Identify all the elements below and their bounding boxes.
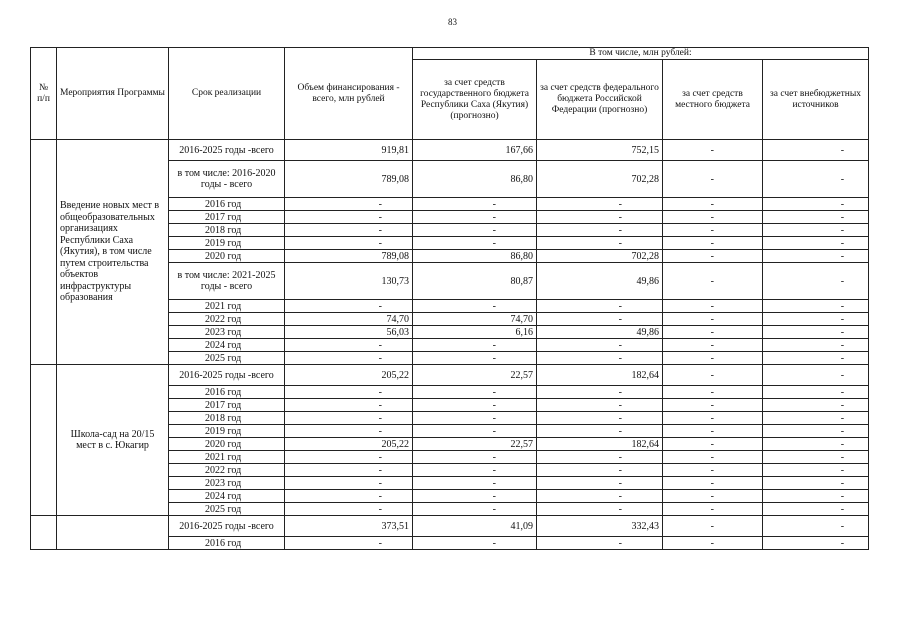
- total-cell: -: [285, 490, 413, 503]
- total-cell: -: [285, 537, 413, 550]
- federal-budget-cell: -: [537, 237, 663, 250]
- period-cell: 2021 год: [169, 451, 285, 464]
- period-cell: 2016-2025 годы -всего: [169, 140, 285, 161]
- total-cell: 373,51: [285, 516, 413, 537]
- local-budget-cell: -: [663, 516, 763, 537]
- period-cell: 2016 год: [169, 537, 285, 550]
- period-cell: 2017 год: [169, 211, 285, 224]
- total-cell: -: [285, 224, 413, 237]
- local-budget-cell: -: [663, 211, 763, 224]
- event-cell: Школа-сад на 20/15 мест в с. Юкагир: [57, 365, 169, 516]
- period-cell: 2025 год: [169, 503, 285, 516]
- total-cell: -: [285, 237, 413, 250]
- table-row: [31, 516, 869, 537]
- period-cell: 2020 год: [169, 438, 285, 451]
- extra-budget-cell: -: [763, 211, 869, 224]
- period-cell: 2025 год: [169, 352, 285, 365]
- total-cell: 205,22: [285, 438, 413, 451]
- extra-budget-cell: -: [763, 412, 869, 425]
- local-budget-cell: -: [663, 477, 763, 490]
- header-total: Объем финансирования - всего, млн рублей: [285, 48, 413, 140]
- extra-budget-cell: -: [763, 224, 869, 237]
- total-cell: -: [285, 211, 413, 224]
- total-cell: 789,08: [285, 250, 413, 263]
- local-budget-cell: -: [663, 425, 763, 438]
- header-event: Мероприятия Программы: [57, 48, 169, 140]
- federal-budget-cell: -: [537, 198, 663, 211]
- total-cell: 74,70: [285, 313, 413, 326]
- federal-budget-cell: 702,28: [537, 250, 663, 263]
- local-budget-cell: -: [663, 352, 763, 365]
- period-cell: 2018 год: [169, 224, 285, 237]
- federal-budget-cell: -: [537, 339, 663, 352]
- extra-budget-cell: -: [763, 250, 869, 263]
- state-budget-cell: -: [413, 237, 537, 250]
- state-budget-cell: -: [413, 339, 537, 352]
- state-budget-cell: 167,66: [413, 140, 537, 161]
- period-cell: 2016 год: [169, 198, 285, 211]
- total-cell: -: [285, 477, 413, 490]
- table-row: [31, 140, 869, 161]
- extra-budget-cell: -: [763, 490, 869, 503]
- total-cell: 919,81: [285, 140, 413, 161]
- local-budget-cell: -: [663, 503, 763, 516]
- total-cell: -: [285, 464, 413, 477]
- federal-budget-cell: -: [537, 412, 663, 425]
- state-budget-cell: -: [413, 399, 537, 412]
- extra-budget-cell: -: [763, 313, 869, 326]
- state-budget-cell: -: [413, 352, 537, 365]
- extra-budget-cell: -: [763, 477, 869, 490]
- financing-table: [30, 47, 869, 550]
- state-budget-cell: -: [413, 490, 537, 503]
- federal-budget-cell: -: [537, 399, 663, 412]
- state-budget-cell: 22,57: [413, 365, 537, 386]
- federal-budget-cell: -: [537, 537, 663, 550]
- extra-budget-cell: -: [763, 386, 869, 399]
- state-budget-cell: -: [413, 386, 537, 399]
- extra-budget-cell: -: [763, 352, 869, 365]
- row-number-cell: [31, 516, 57, 550]
- federal-budget-cell: -: [537, 224, 663, 237]
- local-budget-cell: -: [663, 224, 763, 237]
- federal-budget-cell: 49,86: [537, 263, 663, 300]
- federal-budget-cell: 182,64: [537, 365, 663, 386]
- local-budget-cell: -: [663, 386, 763, 399]
- total-cell: -: [285, 412, 413, 425]
- federal-budget-cell: -: [537, 464, 663, 477]
- local-budget-cell: -: [663, 250, 763, 263]
- state-budget-cell: 80,87: [413, 263, 537, 300]
- total-cell: 205,22: [285, 365, 413, 386]
- federal-budget-cell: -: [537, 477, 663, 490]
- row-number-cell: [31, 365, 57, 516]
- local-budget-cell: -: [663, 490, 763, 503]
- extra-budget-cell: -: [763, 399, 869, 412]
- period-cell: 2022 год: [169, 464, 285, 477]
- state-budget-cell: -: [413, 464, 537, 477]
- federal-budget-cell: -: [537, 490, 663, 503]
- extra-budget-cell: -: [763, 140, 869, 161]
- local-budget-cell: -: [663, 537, 763, 550]
- period-cell: 2017 год: [169, 399, 285, 412]
- state-budget-cell: -: [413, 198, 537, 211]
- header-local-budget: за счет средств местного бюджета: [663, 60, 763, 140]
- local-budget-cell: -: [663, 326, 763, 339]
- federal-budget-cell: 49,86: [537, 326, 663, 339]
- local-budget-cell: -: [663, 313, 763, 326]
- extra-budget-cell: -: [763, 438, 869, 451]
- local-budget-cell: -: [663, 263, 763, 300]
- extra-budget-cell: -: [763, 237, 869, 250]
- federal-budget-cell: -: [537, 211, 663, 224]
- extra-budget-cell: -: [763, 339, 869, 352]
- state-budget-cell: 86,80: [413, 161, 537, 198]
- period-cell: 2016-2025 годы -всего: [169, 516, 285, 537]
- extra-budget-cell: -: [763, 263, 869, 300]
- period-cell: в том числе: 2016-2020 годы - всего: [169, 161, 285, 198]
- state-budget-cell: -: [413, 412, 537, 425]
- period-cell: 2018 год: [169, 412, 285, 425]
- period-cell: 2022 год: [169, 313, 285, 326]
- header-state-budget: за счет средств государственного бюджета Республики Саха (Якутия) (прогнозно): [413, 60, 537, 140]
- federal-budget-cell: -: [537, 451, 663, 464]
- extra-budget-cell: -: [763, 464, 869, 477]
- period-cell: 2021 год: [169, 300, 285, 313]
- table-row: [31, 365, 869, 386]
- federal-budget-cell: 182,64: [537, 438, 663, 451]
- local-budget-cell: -: [663, 198, 763, 211]
- state-budget-cell: 86,80: [413, 250, 537, 263]
- total-cell: -: [285, 503, 413, 516]
- table-body: [31, 140, 869, 550]
- federal-budget-cell: -: [537, 313, 663, 326]
- period-cell: 2023 год: [169, 326, 285, 339]
- local-budget-cell: -: [663, 399, 763, 412]
- period-cell: 2016 год: [169, 386, 285, 399]
- extra-budget-cell: -: [763, 365, 869, 386]
- local-budget-cell: -: [663, 237, 763, 250]
- period-cell: 2019 год: [169, 237, 285, 250]
- local-budget-cell: -: [663, 451, 763, 464]
- local-budget-cell: -: [663, 464, 763, 477]
- federal-budget-cell: -: [537, 425, 663, 438]
- total-cell: -: [285, 352, 413, 365]
- header-no: № п/п: [31, 48, 57, 140]
- header-federal-budget: за счет средств федерального бюджета Российской Федерации (прогнозно): [537, 60, 663, 140]
- state-budget-cell: -: [413, 211, 537, 224]
- total-cell: -: [285, 339, 413, 352]
- federal-budget-cell: -: [537, 503, 663, 516]
- local-budget-cell: -: [663, 412, 763, 425]
- page-number: 83: [448, 17, 457, 27]
- local-budget-cell: -: [663, 161, 763, 198]
- state-budget-cell: -: [413, 300, 537, 313]
- local-budget-cell: -: [663, 300, 763, 313]
- extra-budget-cell: -: [763, 516, 869, 537]
- header-extra-budget: за счет внебюджетных источников: [763, 60, 869, 140]
- total-cell: -: [285, 451, 413, 464]
- state-budget-cell: -: [413, 477, 537, 490]
- row-number-cell: [31, 140, 57, 365]
- state-budget-cell: -: [413, 224, 537, 237]
- period-cell: 2024 год: [169, 490, 285, 503]
- federal-budget-cell: -: [537, 300, 663, 313]
- total-cell: 130,73: [285, 263, 413, 300]
- state-budget-cell: 6,16: [413, 326, 537, 339]
- extra-budget-cell: -: [763, 425, 869, 438]
- header-period: Срок реализации: [169, 48, 285, 140]
- period-cell: 2016-2025 годы -всего: [169, 365, 285, 386]
- total-cell: -: [285, 300, 413, 313]
- extra-budget-cell: -: [763, 326, 869, 339]
- extra-budget-cell: -: [763, 537, 869, 550]
- total-cell: -: [285, 386, 413, 399]
- state-budget-cell: 41,09: [413, 516, 537, 537]
- total-cell: -: [285, 425, 413, 438]
- period-cell: 2023 год: [169, 477, 285, 490]
- period-cell: 2020 год: [169, 250, 285, 263]
- total-cell: 789,08: [285, 161, 413, 198]
- federal-budget-cell: 332,43: [537, 516, 663, 537]
- period-cell: 2019 год: [169, 425, 285, 438]
- state-budget-cell: 74,70: [413, 313, 537, 326]
- total-cell: -: [285, 399, 413, 412]
- state-budget-cell: -: [413, 451, 537, 464]
- period-cell: в том числе: 2021-2025 годы - всего: [169, 263, 285, 300]
- total-cell: -: [285, 198, 413, 211]
- state-budget-cell: 22,57: [413, 438, 537, 451]
- local-budget-cell: -: [663, 365, 763, 386]
- extra-budget-cell: -: [763, 300, 869, 313]
- state-budget-cell: -: [413, 537, 537, 550]
- extra-budget-cell: -: [763, 503, 869, 516]
- extra-budget-cell: -: [763, 161, 869, 198]
- federal-budget-cell: -: [537, 352, 663, 365]
- federal-budget-cell: 752,15: [537, 140, 663, 161]
- local-budget-cell: -: [663, 140, 763, 161]
- table-header: [31, 48, 869, 140]
- period-cell: 2024 год: [169, 339, 285, 352]
- local-budget-cell: -: [663, 438, 763, 451]
- federal-budget-cell: 702,28: [537, 161, 663, 198]
- state-budget-cell: -: [413, 503, 537, 516]
- local-budget-cell: -: [663, 339, 763, 352]
- total-cell: 56,03: [285, 326, 413, 339]
- event-cell: Введение новых мест в общеобразовательных организациях Республики Саха (Якутия), в том числе путем строительства объектов инфраструктуры образования: [57, 140, 169, 365]
- extra-budget-cell: -: [763, 451, 869, 464]
- extra-budget-cell: -: [763, 198, 869, 211]
- federal-budget-cell: -: [537, 386, 663, 399]
- event-cell: [57, 516, 169, 550]
- state-budget-cell: -: [413, 425, 537, 438]
- header-group: В том числе, млн рублей:: [413, 48, 869, 60]
